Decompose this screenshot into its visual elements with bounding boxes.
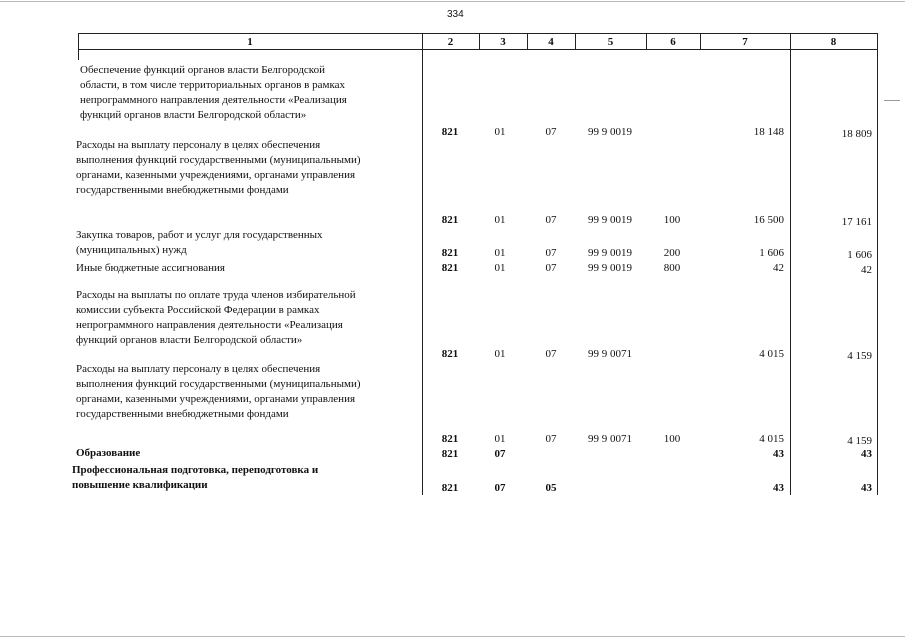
cell-amount-8: 43 (861, 448, 872, 460)
cell-amount-8: 4 159 (847, 350, 872, 362)
col-header-3: 3 (500, 36, 506, 48)
cell-section: 01 (494, 247, 506, 259)
cell-ministry: 821 (441, 126, 459, 138)
cell-amount-8: 1 606 (847, 249, 872, 261)
item-description: Расходы на выплату персоналу в целях обеспечения выполнения функций государственными (муниципальными) органами, казенными учреждениями, органами управления государственными внебюджетными фондами (76, 363, 361, 420)
cell-ministry: 821 (441, 262, 459, 274)
table-row (0, 246, 905, 260)
cell-target-article: 99 9 0019 (588, 247, 632, 259)
cell-target-article: 99 9 0071 (588, 433, 632, 445)
table-row (0, 125, 905, 139)
scan-mark (884, 100, 900, 101)
scan-mark (0, 636, 905, 637)
cell-section: 01 (494, 214, 506, 226)
cell-ministry: 821 (441, 214, 459, 226)
cell-amount-8: 43 (861, 482, 872, 494)
cell-subsection: 07 (545, 214, 557, 226)
cell-subsection: 07 (545, 126, 557, 138)
cell-subsection: 07 (545, 247, 557, 259)
cell-amount-7: 16 500 (753, 214, 784, 226)
cell-section: 01 (494, 262, 506, 274)
cell-amount-8: 18 809 (841, 128, 872, 140)
cell-section: 07 (494, 448, 506, 460)
cell-amount-7: 43 (773, 448, 784, 460)
cell-amount-7: 18 148 (753, 126, 784, 138)
cell-section: 01 (494, 126, 506, 138)
cell-amount-8: 42 (861, 264, 872, 276)
cell-expense-type: 100 (663, 214, 681, 226)
col-header-7: 7 (742, 36, 748, 48)
cell-expense-type: 800 (663, 262, 681, 274)
col-header-5: 5 (607, 36, 614, 48)
item-description: Обеспечение функций органов власти Белгородской области, в том числе территориальных органов в рамках непрограммного направления деятельности «Реализация функций органов власти Белгородской области» (80, 64, 347, 121)
header-top-border (78, 33, 878, 34)
header-bottom-border (78, 49, 878, 50)
col-header-2: 2 (447, 36, 454, 48)
col-header-8: 8 (830, 36, 837, 48)
item-description: Расходы на выплаты по оплате труда членов избирательной комиссии субъекта Российской Федерации в рамках непрограммного направления деятельности «Реализация функций органов власти Белгородской области» (76, 289, 356, 346)
cell-subsection: 07 (545, 433, 557, 445)
item-description: Закупка товаров, работ и услуг для государственных (муниципальных) нужд (76, 229, 323, 256)
item-description: Иные бюджетные ассигнования (76, 262, 225, 274)
cell-ministry: 821 (441, 348, 459, 360)
cell-ministry: 821 (441, 482, 459, 494)
section-heading: Образование (76, 447, 141, 459)
cell-amount-7: 43 (773, 482, 784, 494)
cell-subsection: 07 (545, 348, 557, 360)
table-row (0, 481, 905, 495)
cell-subsection: 07 (545, 262, 557, 274)
cell-expense-type: 100 (663, 433, 681, 445)
page-number: 334 (447, 9, 464, 20)
cell-expense-type: 200 (663, 247, 681, 259)
cell-subsection: 05 (545, 482, 557, 494)
table-row (0, 347, 905, 361)
cell-amount-7: 1 606 (759, 247, 784, 259)
cell-target-article: 99 9 0071 (588, 348, 632, 360)
cell-section: 01 (494, 348, 506, 360)
scan-mark (0, 1, 905, 2)
section-heading: Профессиональная подготовка, переподготовка и повышение квалификации (72, 464, 319, 491)
cell-target-article: 99 9 0019 (588, 214, 632, 226)
cell-amount-8: 4 159 (847, 435, 872, 447)
col-header-4: 4 (548, 36, 554, 48)
cell-amount-7: 4 015 (759, 433, 784, 445)
cell-section: 07 (494, 482, 506, 494)
cell-ministry: 821 (441, 433, 459, 445)
table-row (0, 261, 905, 275)
col-header-1: 1 (247, 36, 253, 48)
cell-amount-7: 4 015 (759, 348, 784, 360)
cell-amount-8: 17 161 (841, 216, 872, 228)
table-row (0, 432, 905, 446)
cell-target-article: 99 9 0019 (588, 262, 632, 274)
cell-target-article: 99 9 0019 (588, 126, 632, 138)
cell-section: 01 (494, 433, 506, 445)
table-row (0, 213, 905, 227)
cell-amount-7: 42 (773, 262, 784, 274)
col-header-6: 6 (670, 36, 676, 48)
cell-ministry: 821 (441, 448, 459, 460)
table-row (0, 447, 905, 461)
cell-ministry: 821 (441, 247, 459, 259)
item-description: Расходы на выплату персоналу в целях обеспечения выполнения функций государственными (муниципальными) органами, казенными учреждениями, органами управления государственными внебюджетными фондами (76, 139, 361, 196)
